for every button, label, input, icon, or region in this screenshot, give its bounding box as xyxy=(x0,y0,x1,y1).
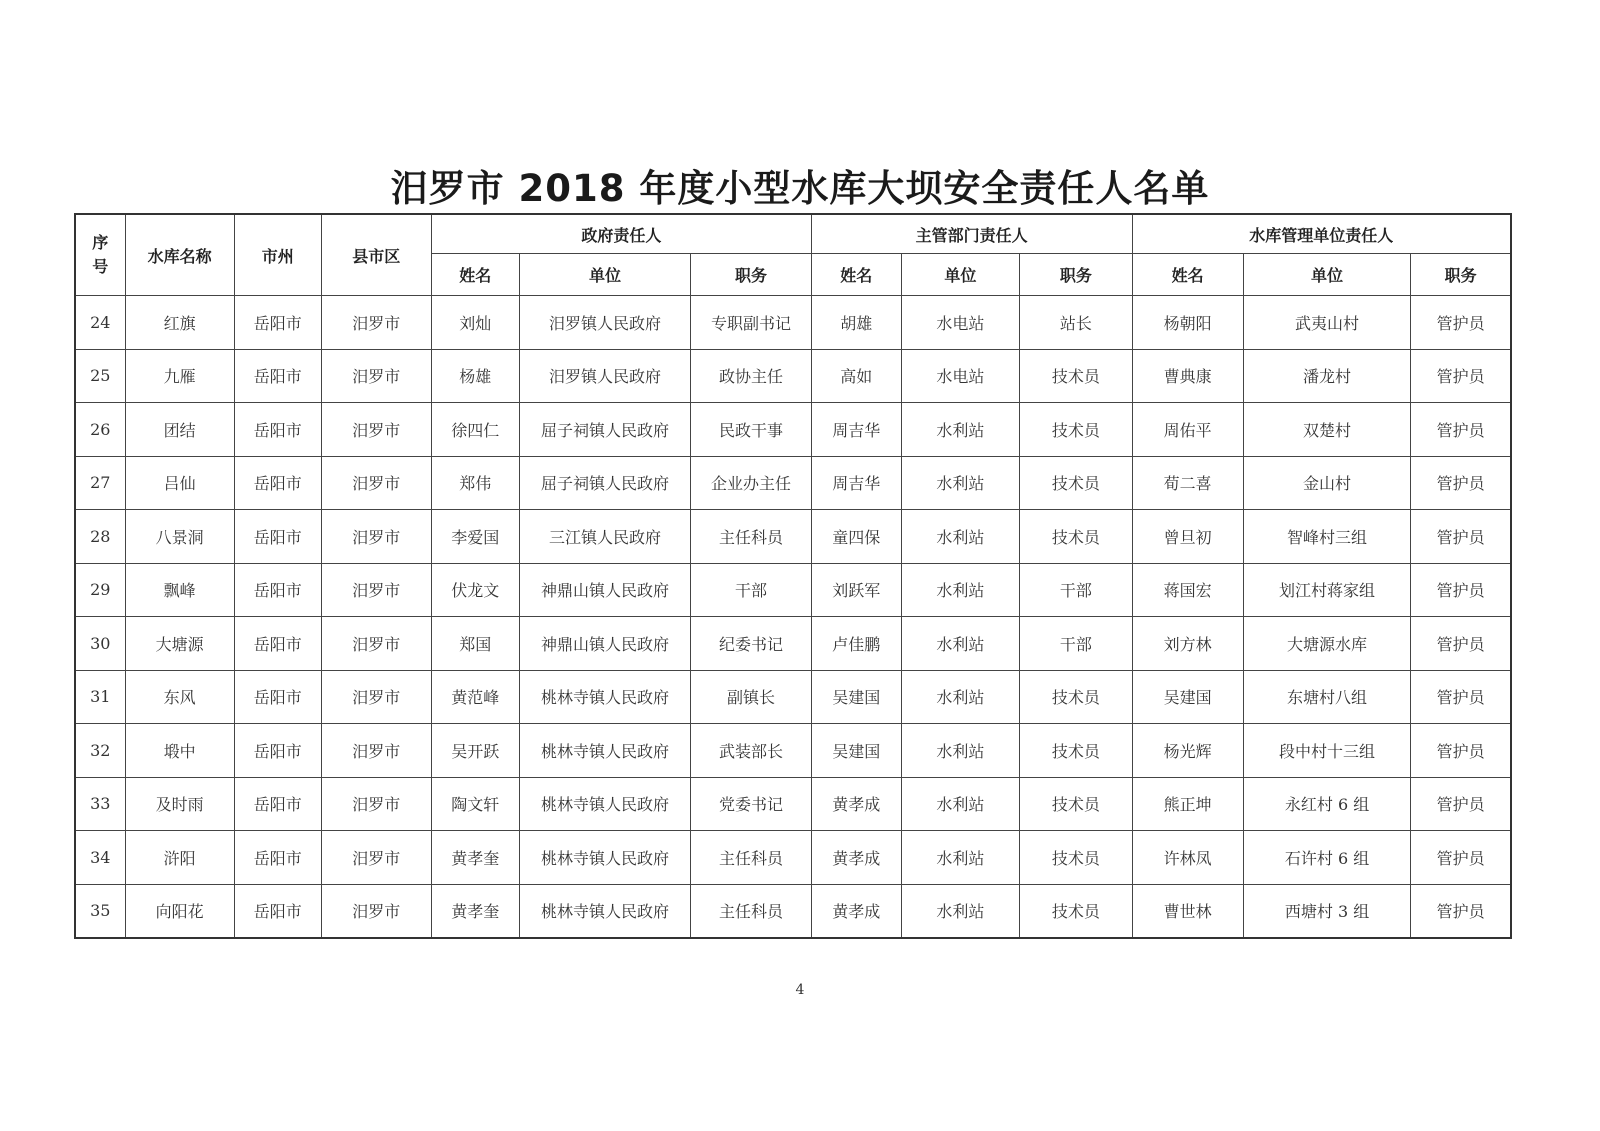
cell-mgmt-position: 管护员 xyxy=(1411,884,1511,938)
cell-dept-position: 技术员 xyxy=(1020,670,1132,724)
cell-dept-unit: 水利站 xyxy=(901,831,1019,885)
cell-mgmt-position: 管护员 xyxy=(1411,510,1511,564)
cell-prefecture: 岳阳市 xyxy=(234,884,321,938)
cell-mgmt-name: 蒋国宏 xyxy=(1132,563,1243,617)
cell-mgmt-unit: 划江村蒋家组 xyxy=(1243,563,1410,617)
cell-dept-unit: 水利站 xyxy=(901,456,1019,510)
cell-seq: 28 xyxy=(75,510,125,564)
cell-mgmt-position: 管护员 xyxy=(1411,617,1511,671)
cell-dept-unit: 水电站 xyxy=(901,296,1019,350)
cell-gov-position: 武装部长 xyxy=(691,724,812,778)
cell-gov-position: 主任科员 xyxy=(691,510,812,564)
cell-prefecture: 岳阳市 xyxy=(234,349,321,403)
cell-gov-position: 干部 xyxy=(691,563,812,617)
cell-dept-name: 高如 xyxy=(811,349,901,403)
cell-gov-name: 黄孝奎 xyxy=(431,884,519,938)
cell-reservoir: 及时雨 xyxy=(125,777,234,831)
cell-dept-position: 技术员 xyxy=(1020,724,1132,778)
cell-county: 汨罗市 xyxy=(321,831,431,885)
header-seq-line2: 号 xyxy=(92,257,109,276)
cell-seq: 25 xyxy=(75,349,125,403)
cell-dept-unit: 水利站 xyxy=(901,884,1019,938)
cell-gov-unit: 汨罗镇人民政府 xyxy=(519,296,691,350)
cell-seq: 33 xyxy=(75,777,125,831)
cell-county: 汨罗市 xyxy=(321,724,431,778)
table-body xyxy=(75,296,1511,939)
cell-dept-name: 黄孝成 xyxy=(811,777,901,831)
cell-mgmt-name: 曹世林 xyxy=(1132,884,1243,938)
header-seq-line1: 序 xyxy=(92,233,109,252)
header-seq xyxy=(75,214,125,296)
cell-prefecture: 岳阳市 xyxy=(234,724,321,778)
header-dept-name: 姓名 xyxy=(811,254,901,296)
cell-dept-position: 干部 xyxy=(1020,617,1132,671)
cell-dept-name: 黄孝成 xyxy=(811,884,901,938)
cell-reservoir: 向阳花 xyxy=(125,884,234,938)
header-mgmt-unit: 单位 xyxy=(1243,254,1410,296)
cell-dept-unit: 水利站 xyxy=(901,724,1019,778)
cell-gov-unit: 桃林寺镇人民政府 xyxy=(519,884,691,938)
cell-mgmt-unit: 金山村 xyxy=(1243,456,1410,510)
cell-mgmt-unit: 西塘村 3 组 xyxy=(1243,884,1410,938)
cell-mgmt-name: 刘方林 xyxy=(1132,617,1243,671)
cell-dept-position: 技术员 xyxy=(1020,510,1132,564)
cell-county: 汨罗市 xyxy=(321,403,431,457)
cell-county: 汨罗市 xyxy=(321,670,431,724)
cell-mgmt-position: 管护员 xyxy=(1411,724,1511,778)
cell-gov-name: 陶文轩 xyxy=(431,777,519,831)
table-row xyxy=(75,831,1511,885)
table-row xyxy=(75,724,1511,778)
cell-seq: 26 xyxy=(75,403,125,457)
header-mgmt-name: 姓名 xyxy=(1132,254,1243,296)
cell-reservoir: 塅中 xyxy=(125,724,234,778)
cell-mgmt-unit: 石许村 6 组 xyxy=(1243,831,1410,885)
header-gov-group: 政府责任人 xyxy=(431,214,811,254)
cell-mgmt-position: 管护员 xyxy=(1411,777,1511,831)
cell-dept-name: 胡雄 xyxy=(811,296,901,350)
cell-gov-position: 民政干事 xyxy=(691,403,812,457)
cell-seq: 24 xyxy=(75,296,125,350)
cell-gov-unit: 屈子祠镇人民政府 xyxy=(519,456,691,510)
cell-county: 汨罗市 xyxy=(321,563,431,617)
cell-prefecture: 岳阳市 xyxy=(234,777,321,831)
table-row xyxy=(75,777,1511,831)
table-row xyxy=(75,510,1511,564)
cell-gov-name: 郑伟 xyxy=(431,456,519,510)
cell-gov-unit: 桃林寺镇人民政府 xyxy=(519,670,691,724)
cell-gov-name: 杨雄 xyxy=(431,349,519,403)
cell-prefecture: 岳阳市 xyxy=(234,296,321,350)
cell-mgmt-name: 周佑平 xyxy=(1132,403,1243,457)
cell-mgmt-unit: 东塘村八组 xyxy=(1243,670,1410,724)
cell-gov-position: 主任科员 xyxy=(691,884,812,938)
cell-gov-name: 徐四仁 xyxy=(431,403,519,457)
cell-dept-unit: 水电站 xyxy=(901,349,1019,403)
cell-county: 汨罗市 xyxy=(321,349,431,403)
cell-dept-name: 周吉华 xyxy=(811,403,901,457)
cell-dept-name: 吴建国 xyxy=(811,670,901,724)
cell-mgmt-position: 管护员 xyxy=(1411,563,1511,617)
cell-prefecture: 岳阳市 xyxy=(234,670,321,724)
header-gov-name: 姓名 xyxy=(431,254,519,296)
cell-dept-name: 童四保 xyxy=(811,510,901,564)
cell-seq: 29 xyxy=(75,563,125,617)
cell-mgmt-name: 曹典康 xyxy=(1132,349,1243,403)
cell-prefecture: 岳阳市 xyxy=(234,510,321,564)
cell-gov-unit: 汨罗镇人民政府 xyxy=(519,349,691,403)
cell-prefecture: 岳阳市 xyxy=(234,563,321,617)
cell-seq: 34 xyxy=(75,831,125,885)
cell-gov-unit: 桃林寺镇人民政府 xyxy=(519,777,691,831)
cell-county: 汨罗市 xyxy=(321,510,431,564)
cell-dept-name: 卢佳鹏 xyxy=(811,617,901,671)
cell-gov-unit: 屈子祠镇人民政府 xyxy=(519,403,691,457)
cell-gov-name: 郑国 xyxy=(431,617,519,671)
cell-mgmt-unit: 潘龙村 xyxy=(1243,349,1410,403)
cell-gov-unit: 三江镇人民政府 xyxy=(519,510,691,564)
cell-dept-unit: 水利站 xyxy=(901,617,1019,671)
cell-seq: 31 xyxy=(75,670,125,724)
cell-prefecture: 岳阳市 xyxy=(234,617,321,671)
cell-dept-name: 刘跃军 xyxy=(811,563,901,617)
cell-mgmt-unit: 段中村十三组 xyxy=(1243,724,1410,778)
cell-mgmt-name: 荀二喜 xyxy=(1132,456,1243,510)
cell-mgmt-position: 管护员 xyxy=(1411,349,1511,403)
cell-dept-name: 黄孝成 xyxy=(811,831,901,885)
cell-seq: 32 xyxy=(75,724,125,778)
cell-reservoir: 东风 xyxy=(125,670,234,724)
cell-gov-unit: 神鼎山镇人民政府 xyxy=(519,563,691,617)
cell-mgmt-name: 杨光辉 xyxy=(1132,724,1243,778)
header-gov-unit: 单位 xyxy=(519,254,691,296)
cell-reservoir: 大塘源 xyxy=(125,617,234,671)
table-row xyxy=(75,563,1511,617)
cell-dept-name: 吴建国 xyxy=(811,724,901,778)
cell-dept-unit: 水利站 xyxy=(901,777,1019,831)
cell-seq: 35 xyxy=(75,884,125,938)
cell-mgmt-position: 管护员 xyxy=(1411,296,1511,350)
header-gov-position: 职务 xyxy=(691,254,812,296)
cell-gov-name: 黄孝奎 xyxy=(431,831,519,885)
cell-dept-position: 技术员 xyxy=(1020,349,1132,403)
header-row-top xyxy=(75,214,1511,254)
cell-mgmt-position: 管护员 xyxy=(1411,403,1511,457)
cell-county: 汨罗市 xyxy=(321,777,431,831)
cell-dept-position: 技术员 xyxy=(1020,456,1132,510)
cell-dept-unit: 水利站 xyxy=(901,563,1019,617)
cell-reservoir: 飘峰 xyxy=(125,563,234,617)
cell-county: 汨罗市 xyxy=(321,296,431,350)
header-county: 县市区 xyxy=(321,214,431,296)
cell-mgmt-unit: 双楚村 xyxy=(1243,403,1410,457)
cell-gov-position: 纪委书记 xyxy=(691,617,812,671)
cell-dept-position: 技术员 xyxy=(1020,831,1132,885)
cell-reservoir: 红旗 xyxy=(125,296,234,350)
cell-prefecture: 岳阳市 xyxy=(234,831,321,885)
cell-mgmt-position: 管护员 xyxy=(1411,456,1511,510)
cell-dept-position: 技术员 xyxy=(1020,884,1132,938)
cell-seq: 30 xyxy=(75,617,125,671)
safety-responsibility-table xyxy=(74,213,1512,939)
cell-dept-name: 周吉华 xyxy=(811,456,901,510)
cell-gov-name: 刘灿 xyxy=(431,296,519,350)
header-dept-position: 职务 xyxy=(1020,254,1132,296)
cell-gov-position: 主任科员 xyxy=(691,831,812,885)
cell-dept-position: 技术员 xyxy=(1020,777,1132,831)
cell-gov-position: 专职副书记 xyxy=(691,296,812,350)
cell-mgmt-position: 管护员 xyxy=(1411,831,1511,885)
cell-dept-unit: 水利站 xyxy=(901,670,1019,724)
cell-mgmt-position: 管护员 xyxy=(1411,670,1511,724)
table-row xyxy=(75,349,1511,403)
cell-gov-position: 政协主任 xyxy=(691,349,812,403)
header-mgmt-group: 水库管理单位责任人 xyxy=(1132,214,1511,254)
cell-gov-name: 李爱国 xyxy=(431,510,519,564)
header-prefecture: 市州 xyxy=(234,214,321,296)
cell-dept-unit: 水利站 xyxy=(901,403,1019,457)
cell-gov-name: 吴开跃 xyxy=(431,724,519,778)
cell-reservoir: 九雁 xyxy=(125,349,234,403)
cell-mgmt-name: 曾旦初 xyxy=(1132,510,1243,564)
cell-gov-unit: 神鼎山镇人民政府 xyxy=(519,617,691,671)
table-row xyxy=(75,670,1511,724)
table-row xyxy=(75,296,1511,350)
page-title: 汨罗市 2018 年度小型水库大坝安全责任人名单 xyxy=(390,167,1210,210)
header-dept-unit: 单位 xyxy=(901,254,1019,296)
cell-mgmt-name: 熊正坤 xyxy=(1132,777,1243,831)
cell-gov-name: 黄范峰 xyxy=(431,670,519,724)
cell-mgmt-name: 杨朝阳 xyxy=(1132,296,1243,350)
cell-reservoir: 吕仙 xyxy=(125,456,234,510)
cell-dept-position: 技术员 xyxy=(1020,403,1132,457)
table-row xyxy=(75,617,1511,671)
cell-county: 汨罗市 xyxy=(321,617,431,671)
table-header xyxy=(75,214,1511,296)
cell-gov-unit: 桃林寺镇人民政府 xyxy=(519,831,691,885)
cell-gov-position: 副镇长 xyxy=(691,670,812,724)
cell-county: 汨罗市 xyxy=(321,456,431,510)
cell-prefecture: 岳阳市 xyxy=(234,456,321,510)
page-number: 4 xyxy=(795,982,805,998)
header-dept-group: 主管部门责任人 xyxy=(811,214,1132,254)
cell-gov-unit: 桃林寺镇人民政府 xyxy=(519,724,691,778)
cell-reservoir: 团结 xyxy=(125,403,234,457)
cell-reservoir: 浒阳 xyxy=(125,831,234,885)
cell-mgmt-unit: 武夷山村 xyxy=(1243,296,1410,350)
cell-mgmt-unit: 永红村 6 组 xyxy=(1243,777,1410,831)
table-row xyxy=(75,403,1511,457)
header-mgmt-position: 职务 xyxy=(1411,254,1511,296)
cell-dept-unit: 水利站 xyxy=(901,510,1019,564)
cell-mgmt-name: 许林凤 xyxy=(1132,831,1243,885)
cell-gov-name: 伏龙文 xyxy=(431,563,519,617)
cell-reservoir: 八景洞 xyxy=(125,510,234,564)
table-row xyxy=(75,456,1511,510)
cell-mgmt-unit: 智峰村三组 xyxy=(1243,510,1410,564)
table-row xyxy=(75,884,1511,938)
header-reservoir: 水库名称 xyxy=(125,214,234,296)
cell-gov-position: 企业办主任 xyxy=(691,456,812,510)
cell-mgmt-name: 吴建国 xyxy=(1132,670,1243,724)
cell-prefecture: 岳阳市 xyxy=(234,403,321,457)
cell-dept-position: 站长 xyxy=(1020,296,1132,350)
cell-mgmt-unit: 大塘源水库 xyxy=(1243,617,1410,671)
cell-county: 汨罗市 xyxy=(321,884,431,938)
cell-dept-position: 干部 xyxy=(1020,563,1132,617)
cell-gov-position: 党委书记 xyxy=(691,777,812,831)
cell-seq: 27 xyxy=(75,456,125,510)
